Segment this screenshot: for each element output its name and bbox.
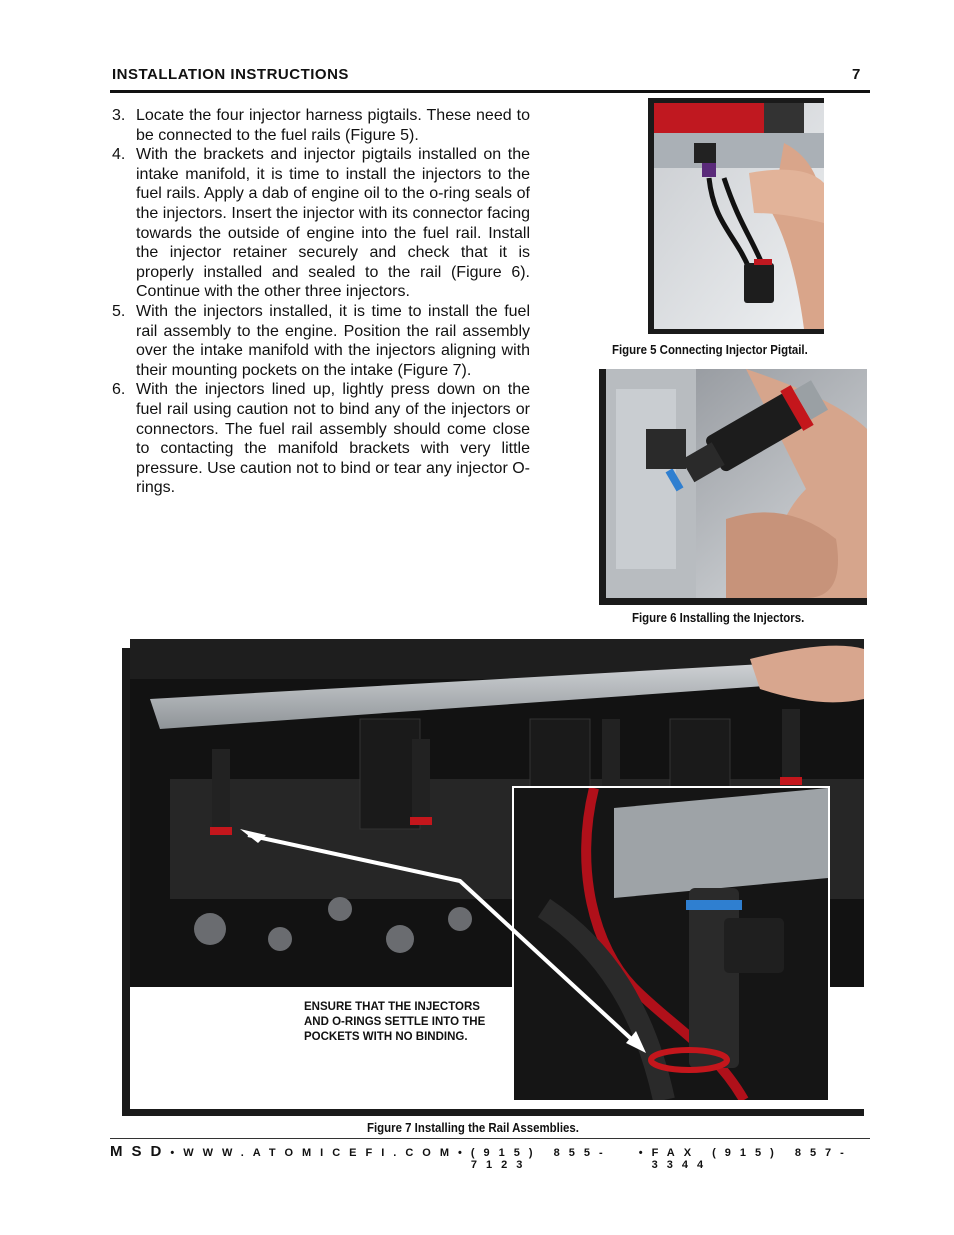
step-text: With the brackets and injector pigtails installed on the intake manifold, it is time to install the injectors to the fuel rails. Apply a dab of engine oil to the o-ring seals of the injectors. Insert the injector with its connector facing towards the outside of engine into the fuel rail. Install the injector retainer securely and check that it is properly installed and sealed to the rail (Figure 6). Continue with the other three injectors. bbox=[136, 146, 530, 301]
footer-separator: • bbox=[170, 1147, 184, 1159]
footer-website: WWW.ATOMICEFI.COM bbox=[183, 1147, 458, 1159]
footer-fax: FAX (915) 857-3344 bbox=[651, 1147, 853, 1171]
footer-separator: • bbox=[458, 1147, 471, 1159]
step-number: 3. bbox=[112, 107, 126, 124]
step-text: Locate the four injector harness pigtails. These need to be connected to the fuel rails (Figure 5). bbox=[136, 107, 530, 144]
figure-5-caption: Figure 5 Connecting Injector Pigtail. bbox=[612, 342, 808, 357]
step-item bbox=[112, 380, 530, 498]
section-title: INSTALLATION INSTRUCTIONS bbox=[112, 66, 349, 83]
step-text: With the injectors lined up, lightly press down on the fuel rail using caution not to bind any of the injectors or connectors. The fuel rail assembly should come close to contacting the manifold brackets with very little pressure. Use caution not to bind or tear any injector O-rings. bbox=[136, 381, 530, 497]
step-item bbox=[112, 302, 530, 380]
step-number: 6. bbox=[112, 381, 126, 399]
figure-6-caption: Figure 6 Installing the Injectors. bbox=[632, 610, 805, 625]
footer-rule bbox=[110, 1138, 870, 1139]
header-rule bbox=[110, 90, 870, 93]
footer bbox=[110, 1143, 870, 1171]
figure-5-photo bbox=[654, 103, 824, 329]
step-text: With the injectors installed, it is time to install the fuel rail assembly to the engine. Position the rail assembly over the intake manifold with the injectors aligning with their mounting pockets on the intake (Figure 7). bbox=[136, 302, 530, 379]
figure-7-caption: Figure 7 Installing the Rail Assemblies. bbox=[367, 1120, 579, 1135]
instruction-steps bbox=[112, 106, 530, 498]
figure-7-note: ENSURE THAT THE INJECTORS AND O-RINGS SETTLE INTO THE POCKETS WITH NO BINDING. bbox=[304, 1001, 486, 1043]
step-item bbox=[112, 145, 530, 302]
figure-6-photo bbox=[606, 369, 867, 598]
step-number: 4. bbox=[112, 146, 126, 164]
page-number: 7 bbox=[852, 66, 861, 83]
footer-phone: (915) 855-7123 bbox=[470, 1147, 612, 1171]
footer-separator: • bbox=[638, 1147, 652, 1159]
footer-brand: MSD bbox=[110, 1143, 171, 1160]
step-item bbox=[112, 106, 530, 145]
step-number: 5. bbox=[112, 302, 126, 320]
